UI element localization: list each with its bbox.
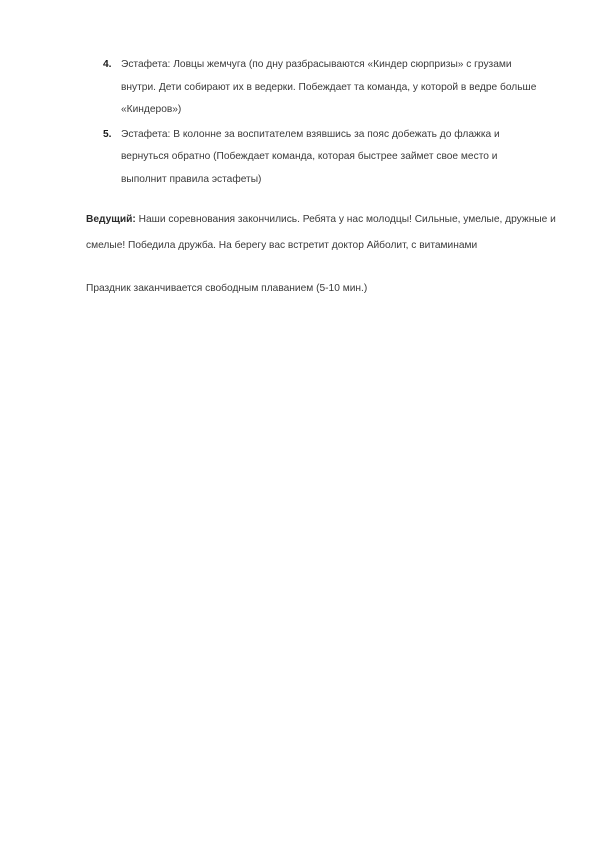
relay-list xyxy=(103,54,543,193)
list-item-number: 5. xyxy=(103,128,112,140)
list-item-number: 4. xyxy=(103,59,112,70)
list-item xyxy=(103,54,543,122)
list-item-text: Эстафета: Ловцы жемчуга (по дну разбрасываются «Киндер сюрпризы» с грузами внутри. Дети собирают их в ведерки. Побеждает та команда, у которой в ведре больше «Киндеров») xyxy=(121,59,537,115)
list-item-text: Эстафета: В колонне за воспитателем взявшись за пояс добежать до флажка и вернуться обратно (Побеждает команда, которая быстрее займет свое место и выполнит правила эстафеты) xyxy=(121,128,500,185)
closing-note: Праздник заканчивается свободным плаванием (5-10 мин.) xyxy=(86,283,368,294)
host-paragraph-text: Наши соревнования закончились. Ребята у нас молодцы! Сильные, умелые, дружные и смелые! Победила дружба. На берегу вас встретит доктор Айболит, с витаминами xyxy=(86,214,556,251)
speaker-label: Ведущий: xyxy=(86,214,136,225)
host-paragraph xyxy=(86,207,556,259)
list-item xyxy=(103,124,543,192)
